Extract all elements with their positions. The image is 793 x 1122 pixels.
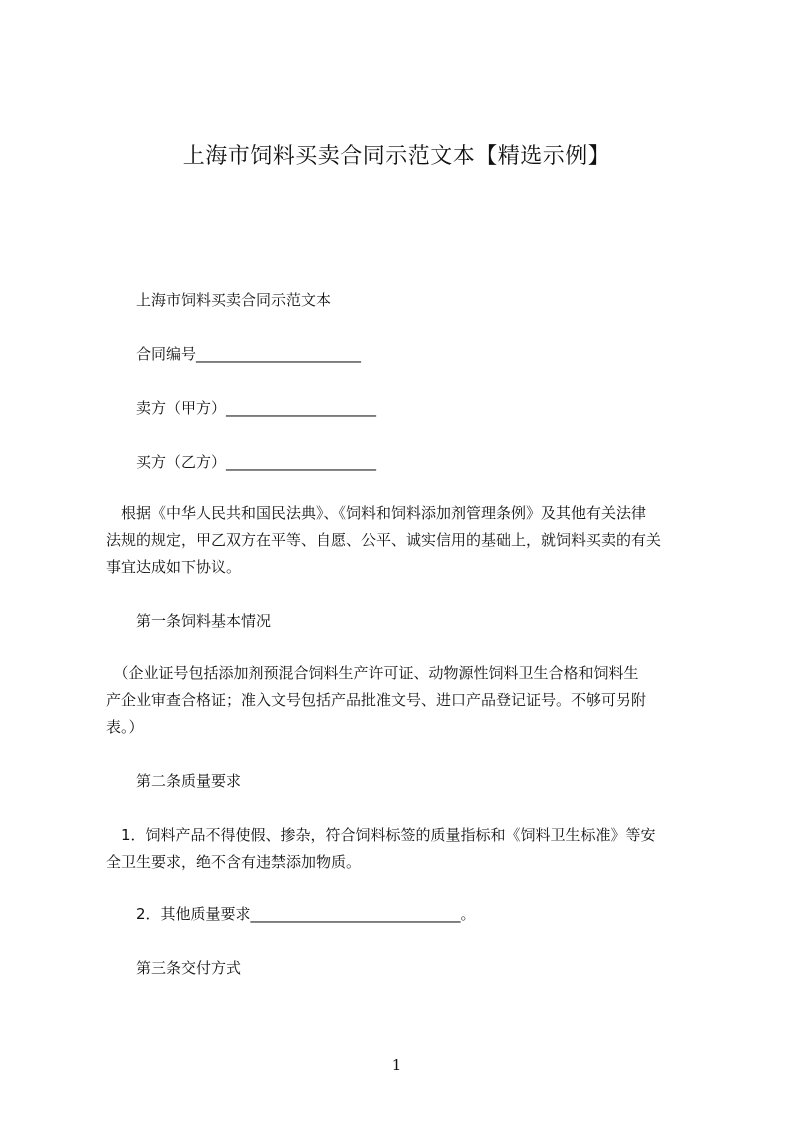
article-2-item-1-line-1: 1．饲料产品不得使假、掺杂，符合饲料标签的质量指标和《饲料卫生标准》等安	[106, 826, 656, 844]
contract-number-field: 合同编号______________________	[136, 345, 362, 363]
article-2-heading: 第二条质量要求	[136, 772, 242, 790]
article-1-heading: 第一条饲料基本情况	[136, 612, 272, 630]
intro-paragraph	[106, 500, 711, 581]
page-number: 1	[391, 1056, 402, 1074]
article-2-item-1-line-2: 全卫生要求，绝不含有违禁添加物质。	[106, 853, 362, 871]
article-1-note	[106, 660, 711, 741]
buyer-field: 买方（乙方）____________________	[136, 453, 377, 471]
article-1-note-line-2: 产企业审查合格证；准入文号包括产品批准文号、进口产品登记证号。不够可另附	[106, 691, 647, 709]
seller-field: 卖方（甲方）____________________	[136, 399, 377, 417]
document-title: 上海市饲料买卖合同示范文本【精选示例】	[182, 144, 611, 169]
contract-subtitle: 上海市饲料买卖合同示范文本	[136, 291, 332, 309]
article-3-heading: 第三条交付方式	[136, 959, 242, 977]
intro-line-3: 事宜达成如下协议。	[106, 558, 242, 576]
article-1-note-line-3: 表。）	[106, 718, 144, 736]
intro-line-1: 根据《中华人民共和国民法典》、《饲料和饲料添加剂管理条例》及其他有关法律	[106, 504, 647, 522]
intro-line-2: 法规的规定，甲乙双方在平等、自愿、公平、诚实信用的基础上，就饲料买卖的有关	[106, 531, 662, 549]
article-2-item-2: 2．其他质量要求____________________________。	[136, 905, 476, 923]
article-1-note-line-1: （企业证号包括添加剂预混合饲料生产许可证、动物源性饲料卫生合格和饲料生	[106, 664, 639, 682]
article-2-item-1	[106, 822, 711, 876]
